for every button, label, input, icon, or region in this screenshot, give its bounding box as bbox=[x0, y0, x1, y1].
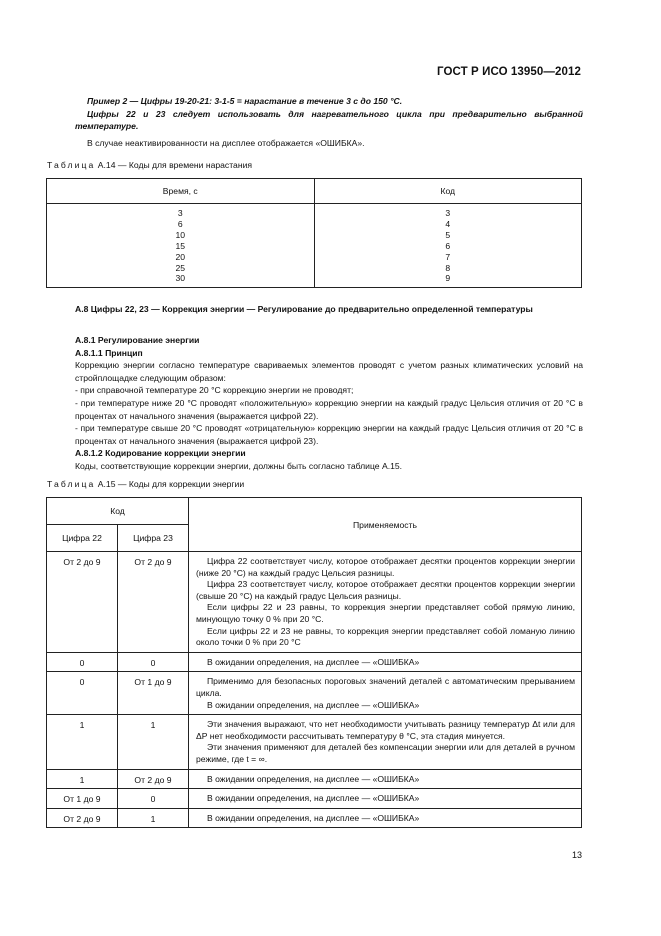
table-a15-caption bbox=[47, 479, 244, 489]
header-applicability: Применяемость bbox=[189, 498, 582, 552]
header-digit-23: Цифра 23 bbox=[118, 525, 189, 552]
table-row bbox=[47, 672, 582, 715]
table-a15-body bbox=[47, 552, 582, 828]
applicability-text: В ожидании определения, на дисплее — «ОШИБКА» bbox=[207, 699, 420, 710]
code-values: 3 4 5 6 7 8 9 bbox=[314, 204, 582, 288]
applicability-cell bbox=[189, 715, 582, 769]
digit-23-cell: 1 bbox=[118, 808, 189, 828]
applicability-cell bbox=[189, 552, 582, 653]
section-a8-heading: А.8 Цифры 22, 23 — Коррекция энергии — Регулирование до предварительно определенной температуры bbox=[75, 304, 533, 314]
digit-23-cell: 1 bbox=[118, 715, 189, 769]
note-inactive: В случае неактивированности на дисплее отображается «ОШИБКА». bbox=[87, 138, 365, 148]
table-row bbox=[47, 552, 582, 653]
applicability-text: В ожидании определения, на дисплее — «ОШИБКА» bbox=[207, 773, 420, 784]
digit-23-cell: 0 bbox=[118, 652, 189, 672]
applicability-text: Эти значения выражают, что нет необходимости учитывать разницу температур Δt или для ΔP нет необходимости рассчитывать температуру θ °С, эта стадия минуется. bbox=[196, 719, 575, 741]
bullet-3: - при температуре свыше 20 °С проводят «отрицательную» коррекцию энергии на каждый градус Цельсия отличия от 20 °С в процентах от начального значения (выражается цифрой 23). bbox=[75, 423, 583, 446]
applicability-text: Цифра 22 соответствует числу, которое отображает десятки процентов коррекции энергии (ниже 20 °С) на каждый градус Цельсия разницы. bbox=[196, 556, 575, 578]
digit-22-cell: От 2 до 9 bbox=[47, 808, 118, 828]
caption-text: А.14 — Коды для времени нарастания bbox=[95, 160, 253, 170]
bullet-2: - при температуре ниже 20 °С проводят «положительную» коррекцию энергии на каждый градус Цельсия отличия от 20 °С в процентах от начального значения (выражается цифрой 22). bbox=[75, 397, 583, 421]
page-number: 13 bbox=[572, 850, 583, 860]
applicability-text: Если цифры 22 и 23 не равны, то коррекция энергии представляет собой ломаную линию около точки 0 % при 20 °С bbox=[196, 625, 575, 648]
applicability-text: Эти значения применяют для деталей без компенсации энергии или для деталей в ручном режиме, где t = ∞. bbox=[196, 742, 575, 764]
table-a14-caption bbox=[47, 160, 252, 170]
applicability-cell bbox=[189, 789, 582, 809]
header-code: Код bbox=[47, 498, 189, 525]
time-values: 3 6 10 15 20 25 30 bbox=[47, 204, 315, 288]
applicability-text: В ожидании определения, на дисплее — «ОШИБКА» bbox=[207, 656, 420, 667]
principle-paragraph: Коррекцию энергии согласно температуре свариваемых элементов проводят с учетом разных климатических условий на стройплощадке следующим образом: bbox=[75, 360, 583, 383]
digit-23-cell: От 1 до 9 bbox=[118, 672, 189, 715]
applicability-text: Применимо для безопасных пороговых значений деталей с автоматическим прерыванием цикла. bbox=[196, 676, 575, 698]
digit-23-cell: От 2 до 9 bbox=[118, 552, 189, 653]
caption-prefix: Таблица bbox=[47, 479, 96, 489]
table-row bbox=[47, 715, 582, 769]
digit-22-cell: От 1 до 9 bbox=[47, 789, 118, 809]
applicability-cell bbox=[189, 769, 582, 789]
table-row bbox=[47, 789, 582, 809]
digit-22-cell: 1 bbox=[47, 715, 118, 769]
standard-header: ГОСТ Р ИСО 13950—2012 bbox=[436, 66, 581, 78]
example-line-1: Пример 2 — Цифры 19-20-21: 3-1-5 = нарастание в течение 3 с до 150 °С. bbox=[87, 96, 403, 106]
applicability-cell bbox=[189, 672, 582, 715]
applicability-text: Если цифры 22 и 23 равны, то коррекция энергии представляет собой прямую линию, минующую точку 0 % при 20 °С. bbox=[196, 602, 575, 624]
col-header-time: Время, с bbox=[47, 179, 315, 204]
table-row bbox=[47, 769, 582, 789]
subsection-a812: А.8.1.2 Кодирование коррекции энергии bbox=[75, 448, 246, 459]
caption-prefix: Таблица bbox=[47, 160, 96, 170]
bullet-1: - при справочной температуре 20 °С коррекцию энергии не проводят; bbox=[75, 385, 354, 396]
table-row bbox=[47, 808, 582, 828]
applicability-cell bbox=[189, 808, 582, 828]
digit-22-cell: 0 bbox=[47, 672, 118, 715]
digit-23-cell: От 2 до 9 bbox=[118, 769, 189, 789]
applicability-text: В ожидании определения, на дисплее — «ОШИБКА» bbox=[207, 812, 420, 823]
digit-23-cell: 0 bbox=[118, 789, 189, 809]
example-block bbox=[75, 95, 583, 133]
example-line-2: Цифры 22 и 23 следует использовать для нагревательного цикла при предварительно выбранной температуре. bbox=[75, 108, 583, 132]
applicability-text: В ожидании определения, на дисплее — «ОШИБКА» bbox=[207, 793, 420, 804]
codes-paragraph: Коды, соответствующие коррекции энергии, должны быть согласно таблице А.15. bbox=[75, 460, 403, 471]
col-header-code: Код bbox=[314, 179, 582, 204]
digit-22-cell: От 2 до 9 bbox=[47, 552, 118, 653]
digit-22-cell: 1 bbox=[47, 769, 118, 789]
digit-22-cell: 0 bbox=[47, 652, 118, 672]
header-digit-22: Цифра 22 bbox=[47, 525, 118, 552]
table-a14 bbox=[46, 178, 582, 288]
table-a15 bbox=[46, 497, 582, 828]
subsection-a811: А.8.1.1 Принцип bbox=[75, 347, 143, 358]
table-row bbox=[47, 652, 582, 672]
applicability-cell bbox=[189, 652, 582, 672]
caption-text: А.15 — Коды для коррекции энергии bbox=[95, 479, 245, 489]
applicability-text: Цифра 23 соответствует числу, которое отображает десятки процентов коррекции энергии (свыше 20 °С) на каждый градус Цельсия разницы. bbox=[196, 579, 575, 601]
section-a8-body bbox=[75, 334, 583, 473]
subsection-a81: А.8.1 Регулирование энергии bbox=[75, 335, 200, 345]
